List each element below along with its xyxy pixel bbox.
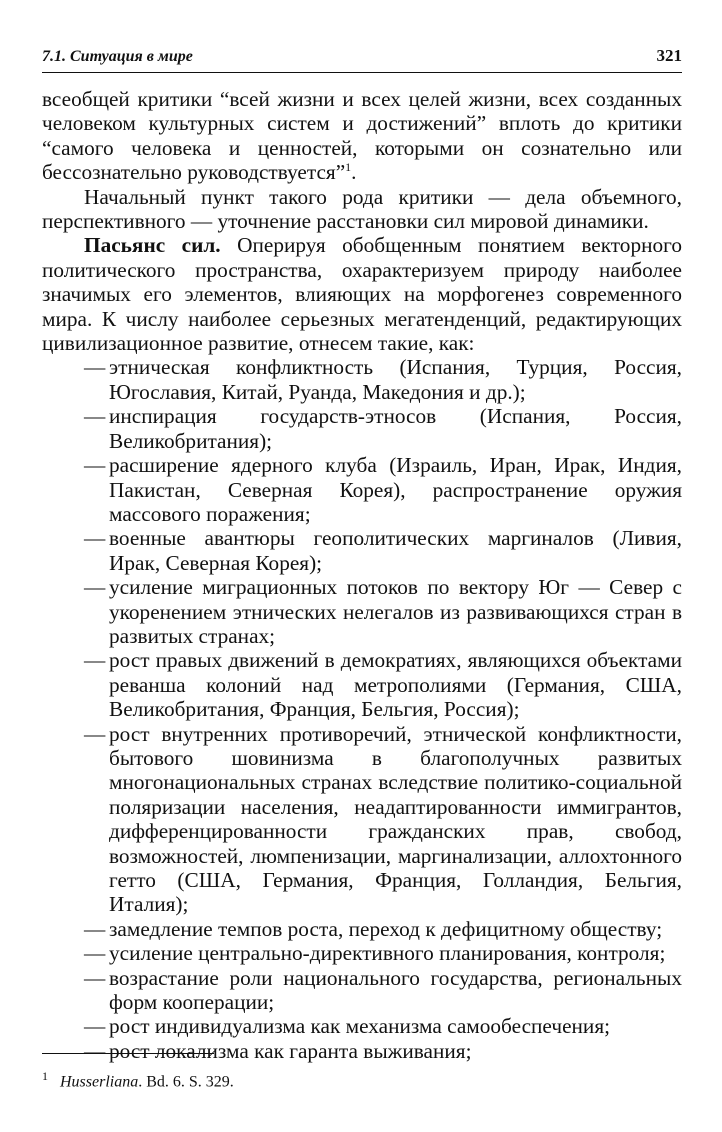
list-item-text: возрастание роли национального государства, региональных форм кооперации;: [109, 965, 682, 1015]
list-dash: —: [84, 721, 106, 746]
list-dash: —: [84, 453, 106, 478]
list-item: [84, 575, 682, 648]
list-dash: —: [84, 526, 106, 551]
list-item-text: расширение ядерного клуба (Израиль, Иран, Ирак, Индия, Пакистан, Северная Корея), распространение оружия массового поражения;: [109, 453, 682, 526]
footnote-mark: 1: [42, 1069, 48, 1083]
list-item: [84, 1014, 682, 1039]
list-dash: —: [84, 965, 106, 990]
page-number: 321: [656, 46, 682, 65]
paragraph-3-text: Оперируя обобщенным понятием векторного политического пространства, охарактеризуем природу наиболее значимых его элементов, влияющих на морфогенез современного мира. К числу наиболее серьезных мегатенденций, редактирующих цивилизационное развитие, отнесем такие, как:: [42, 233, 682, 356]
list-item: [84, 526, 682, 575]
list-item: [84, 1038, 682, 1063]
list-item-text: усиление центрально-директивного планирования, контроля;: [109, 941, 666, 966]
body-text: [42, 87, 682, 1063]
list-item: [84, 965, 682, 1015]
footnote: [42, 1066, 234, 1092]
section-title: 7.1. Ситуация в мире: [42, 48, 193, 65]
list-item-text: рост индивидуализма как механизма самообеспечения;: [109, 1014, 611, 1039]
list-item-text: замедление темпов роста, переход к дефицитному обществу;: [109, 916, 663, 941]
list-dash: —: [84, 648, 106, 673]
paragraph-3-lead: Пасьянс сил.: [84, 233, 221, 258]
list-dash: —: [84, 355, 106, 380]
list-item-text: рост правых движений в демократиях, являющихся объектами реванша колоний над метрополиями (Германия, США, Великобритания, Франция, Бельгия, Россия);: [109, 648, 682, 722]
list-dash: —: [84, 1038, 106, 1063]
paragraph-2: Начальный пункт такого рода критики — дела объемного, перспективного — уточнение расстановки сил мировой динамики.: [42, 184, 682, 234]
paragraph-continued: всеобщей критики “всей жизни и всех целей жизни, всех созданных человеком культурных систем и достижений” вплоть до критики “самого человека и ценностей, которыми он сознательно или бессознательно руководствуется”$^1$.: [42, 87, 682, 185]
list-item: [84, 721, 682, 917]
footnote-source-title: Husserliana: [60, 1073, 139, 1091]
paragraph-1-text: всеобщей критики “всей жизни и всех целей жизни, всех созданных человеком культурных систем и достижений” вплоть до критики “самого человека и ценностей, которыми он сознательно или бессознательно руководствуется”: [42, 87, 682, 185]
list-dash: —: [84, 404, 106, 429]
footnote-divider: [42, 1053, 214, 1054]
list-dash: —: [84, 575, 106, 600]
list-dash: —: [84, 1014, 106, 1039]
list-item: [84, 355, 682, 404]
list-item-text: рост внутренних противоречий, этнической конфликтности, бытового шовинизма в благополучных развитых многонациональных странах вследствие политико-социальной поляризации населения, неадаптированности иммигрантов, дифференцированности гражданских прав, свобод, возможностей, люмпенизации, маргинализации, аллохтонного гетто (США, Германия, Франция, Голландия, Бельгия, Италия);: [109, 721, 682, 917]
list-item-text: рост локализма как гаранта выживания;: [109, 1038, 472, 1063]
list-item-text: военные авантюры геополитических маргиналов (Ливия, Ирак, Северная Корея);: [109, 526, 682, 575]
list-item: [84, 404, 682, 453]
list-item: [84, 648, 682, 722]
list-item: [84, 941, 682, 966]
list-item-text: инспирация государств-этносов (Испания, Россия, Великобритания);: [109, 404, 682, 453]
list-dash: —: [84, 916, 106, 941]
list-item: [84, 916, 682, 941]
running-header: [42, 46, 682, 73]
list-item: [84, 453, 682, 526]
list-item-text: усиление миграционных потоков по вектору Юг — Север с укоренением этнических нелегалов из развивающихся стран в развитых странах;: [109, 575, 682, 648]
list-dash: —: [84, 941, 106, 966]
megatrends-list: [42, 355, 682, 1063]
footnote-ref[interactable]: 1: [345, 160, 352, 175]
footnote-source-details: . Bd. 6. S. 329.: [138, 1073, 234, 1091]
list-item-text: этническая конфликтность (Испания, Турция, Россия, Югославия, Китай, Руанда, Македония и др.);: [109, 355, 682, 404]
paragraph-3: [42, 233, 682, 355]
